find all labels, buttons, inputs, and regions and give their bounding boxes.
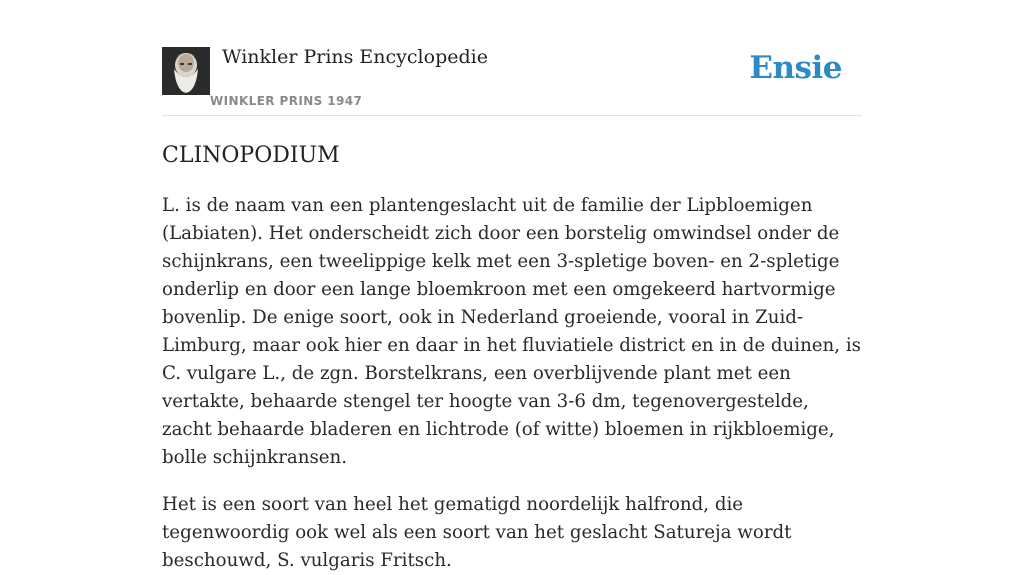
entry-title: CLINOPODIUM <box>162 143 340 168</box>
ensie-logo[interactable]: Ensie <box>749 50 842 86</box>
avatar[interactable] <box>162 47 210 95</box>
entry-paragraph: Het is een soort van heel het gematigd noordelijk halfrond, die tegenwoordig ook wel als een soort van het geslacht Satureja wordt beschouwd, S. vulgaris Fritsch. <box>162 494 792 571</box>
header <box>162 0 862 116</box>
entry-paragraph: L. is de naam van een plantengeslacht uit de familie der Lipbloemigen (Labiaten). Het onderscheidt zich door een borstelig omwindsel onder de schijnkrans, een tweelippige kelk met een 3-spletige boven- en 2-spletige onderlip en door een lange bloemkroon met een omgekeerd hartvormige bovenlip. De enige soort, ook in Nederland groeiende, vooral in Zuid-Limburg, maar ook hier en daar in het fluviatiele district en in de duinen, is C. vulgare L., de zgn. Borstelkrans, een overblijvende plant met een vertakte, behaarde stengel ter hoogte van 3-6 dm, tegenovergestelde, zacht behaarde bladeren en lichtrode (of witte) bloemen in rijkbloemige, bolle schijnkransen. <box>162 195 861 468</box>
content-container <box>162 0 862 575</box>
portrait-icon <box>162 47 210 95</box>
source-subtitle[interactable]: WINKLER PRINS 1947 <box>210 94 363 108</box>
source-title[interactable]: Winkler Prins Encyclopedie <box>222 46 488 68</box>
entry-body <box>162 192 862 575</box>
